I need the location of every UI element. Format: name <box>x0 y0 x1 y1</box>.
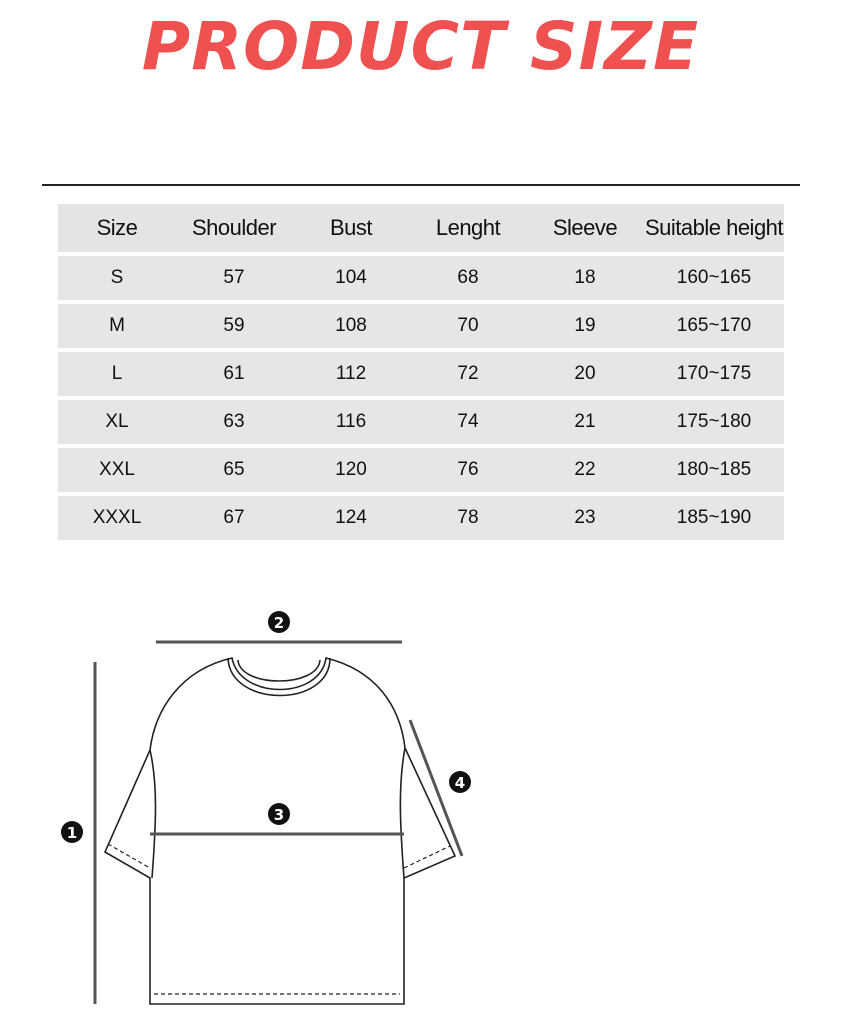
cell-sleeve: 22 <box>574 459 596 480</box>
table-row <box>58 496 784 540</box>
cell-sleeve: 19 <box>574 315 596 336</box>
header-sleeve: Sleeve <box>552 215 618 240</box>
table-header-row <box>58 204 784 252</box>
header-suitable-height: Suitable height <box>644 215 784 240</box>
cell-suitable-height: 170~175 <box>676 363 752 384</box>
cell-shoulder: 67 <box>223 507 245 528</box>
cell-bust: 104 <box>335 267 367 288</box>
cell-bust: 112 <box>335 363 367 384</box>
header-size: Size <box>96 215 138 240</box>
svg-text:1: 1 <box>66 824 78 842</box>
cell-suitable-height: 185~190 <box>676 507 752 528</box>
cell-size: M <box>109 315 125 336</box>
svg-text:3: 3 <box>273 806 285 824</box>
cell-length: 78 <box>457 507 479 528</box>
cell-sleeve: 20 <box>574 363 596 384</box>
page-title: PRODUCT SIZE <box>141 8 700 85</box>
marker-shoulder <box>268 611 290 633</box>
cell-size: XL <box>105 411 129 432</box>
cell-bust: 124 <box>335 507 367 528</box>
header-bust: Bust <box>329 215 373 240</box>
cell-size: XXXL <box>92 507 142 528</box>
table-row <box>58 352 784 396</box>
marker-bust <box>268 803 290 825</box>
cell-bust: 108 <box>335 315 367 336</box>
size-table <box>58 204 784 544</box>
cell-suitable-height: 180~185 <box>676 459 752 480</box>
cell-length: 68 <box>457 267 479 288</box>
tshirt-size-diagram <box>0 600 841 1024</box>
cell-length: 74 <box>457 411 479 432</box>
table-row <box>58 448 784 492</box>
header-shoulder: Shoulder <box>191 215 277 240</box>
cell-shoulder: 61 <box>223 363 245 384</box>
cell-shoulder: 63 <box>223 411 245 432</box>
header-divider <box>42 184 800 186</box>
cell-shoulder: 59 <box>223 315 245 336</box>
table-row <box>58 304 784 348</box>
cell-bust: 120 <box>335 459 367 480</box>
cell-shoulder: 65 <box>223 459 245 480</box>
table-row <box>58 256 784 300</box>
cell-sleeve: 21 <box>574 411 596 432</box>
cell-size: S <box>110 267 124 288</box>
cell-size: XXL <box>99 459 135 480</box>
marker-sleeve <box>449 771 471 793</box>
cell-suitable-height: 165~170 <box>676 315 752 336</box>
marker-length <box>61 821 83 843</box>
header-length: Lenght <box>435 215 501 240</box>
cell-sleeve: 23 <box>574 507 596 528</box>
svg-text:4: 4 <box>454 774 466 792</box>
cell-suitable-height: 160~165 <box>676 267 752 288</box>
cell-shoulder: 57 <box>223 267 245 288</box>
cell-length: 76 <box>457 459 479 480</box>
table-row <box>58 400 784 444</box>
cell-length: 72 <box>457 363 479 384</box>
cell-bust: 116 <box>335 411 367 432</box>
tshirt-outline <box>105 658 455 1004</box>
cell-size: L <box>111 363 123 384</box>
cell-suitable-height: 175~180 <box>676 411 752 432</box>
svg-text:2: 2 <box>273 614 285 632</box>
cell-length: 70 <box>457 315 479 336</box>
cell-sleeve: 18 <box>574 267 596 288</box>
